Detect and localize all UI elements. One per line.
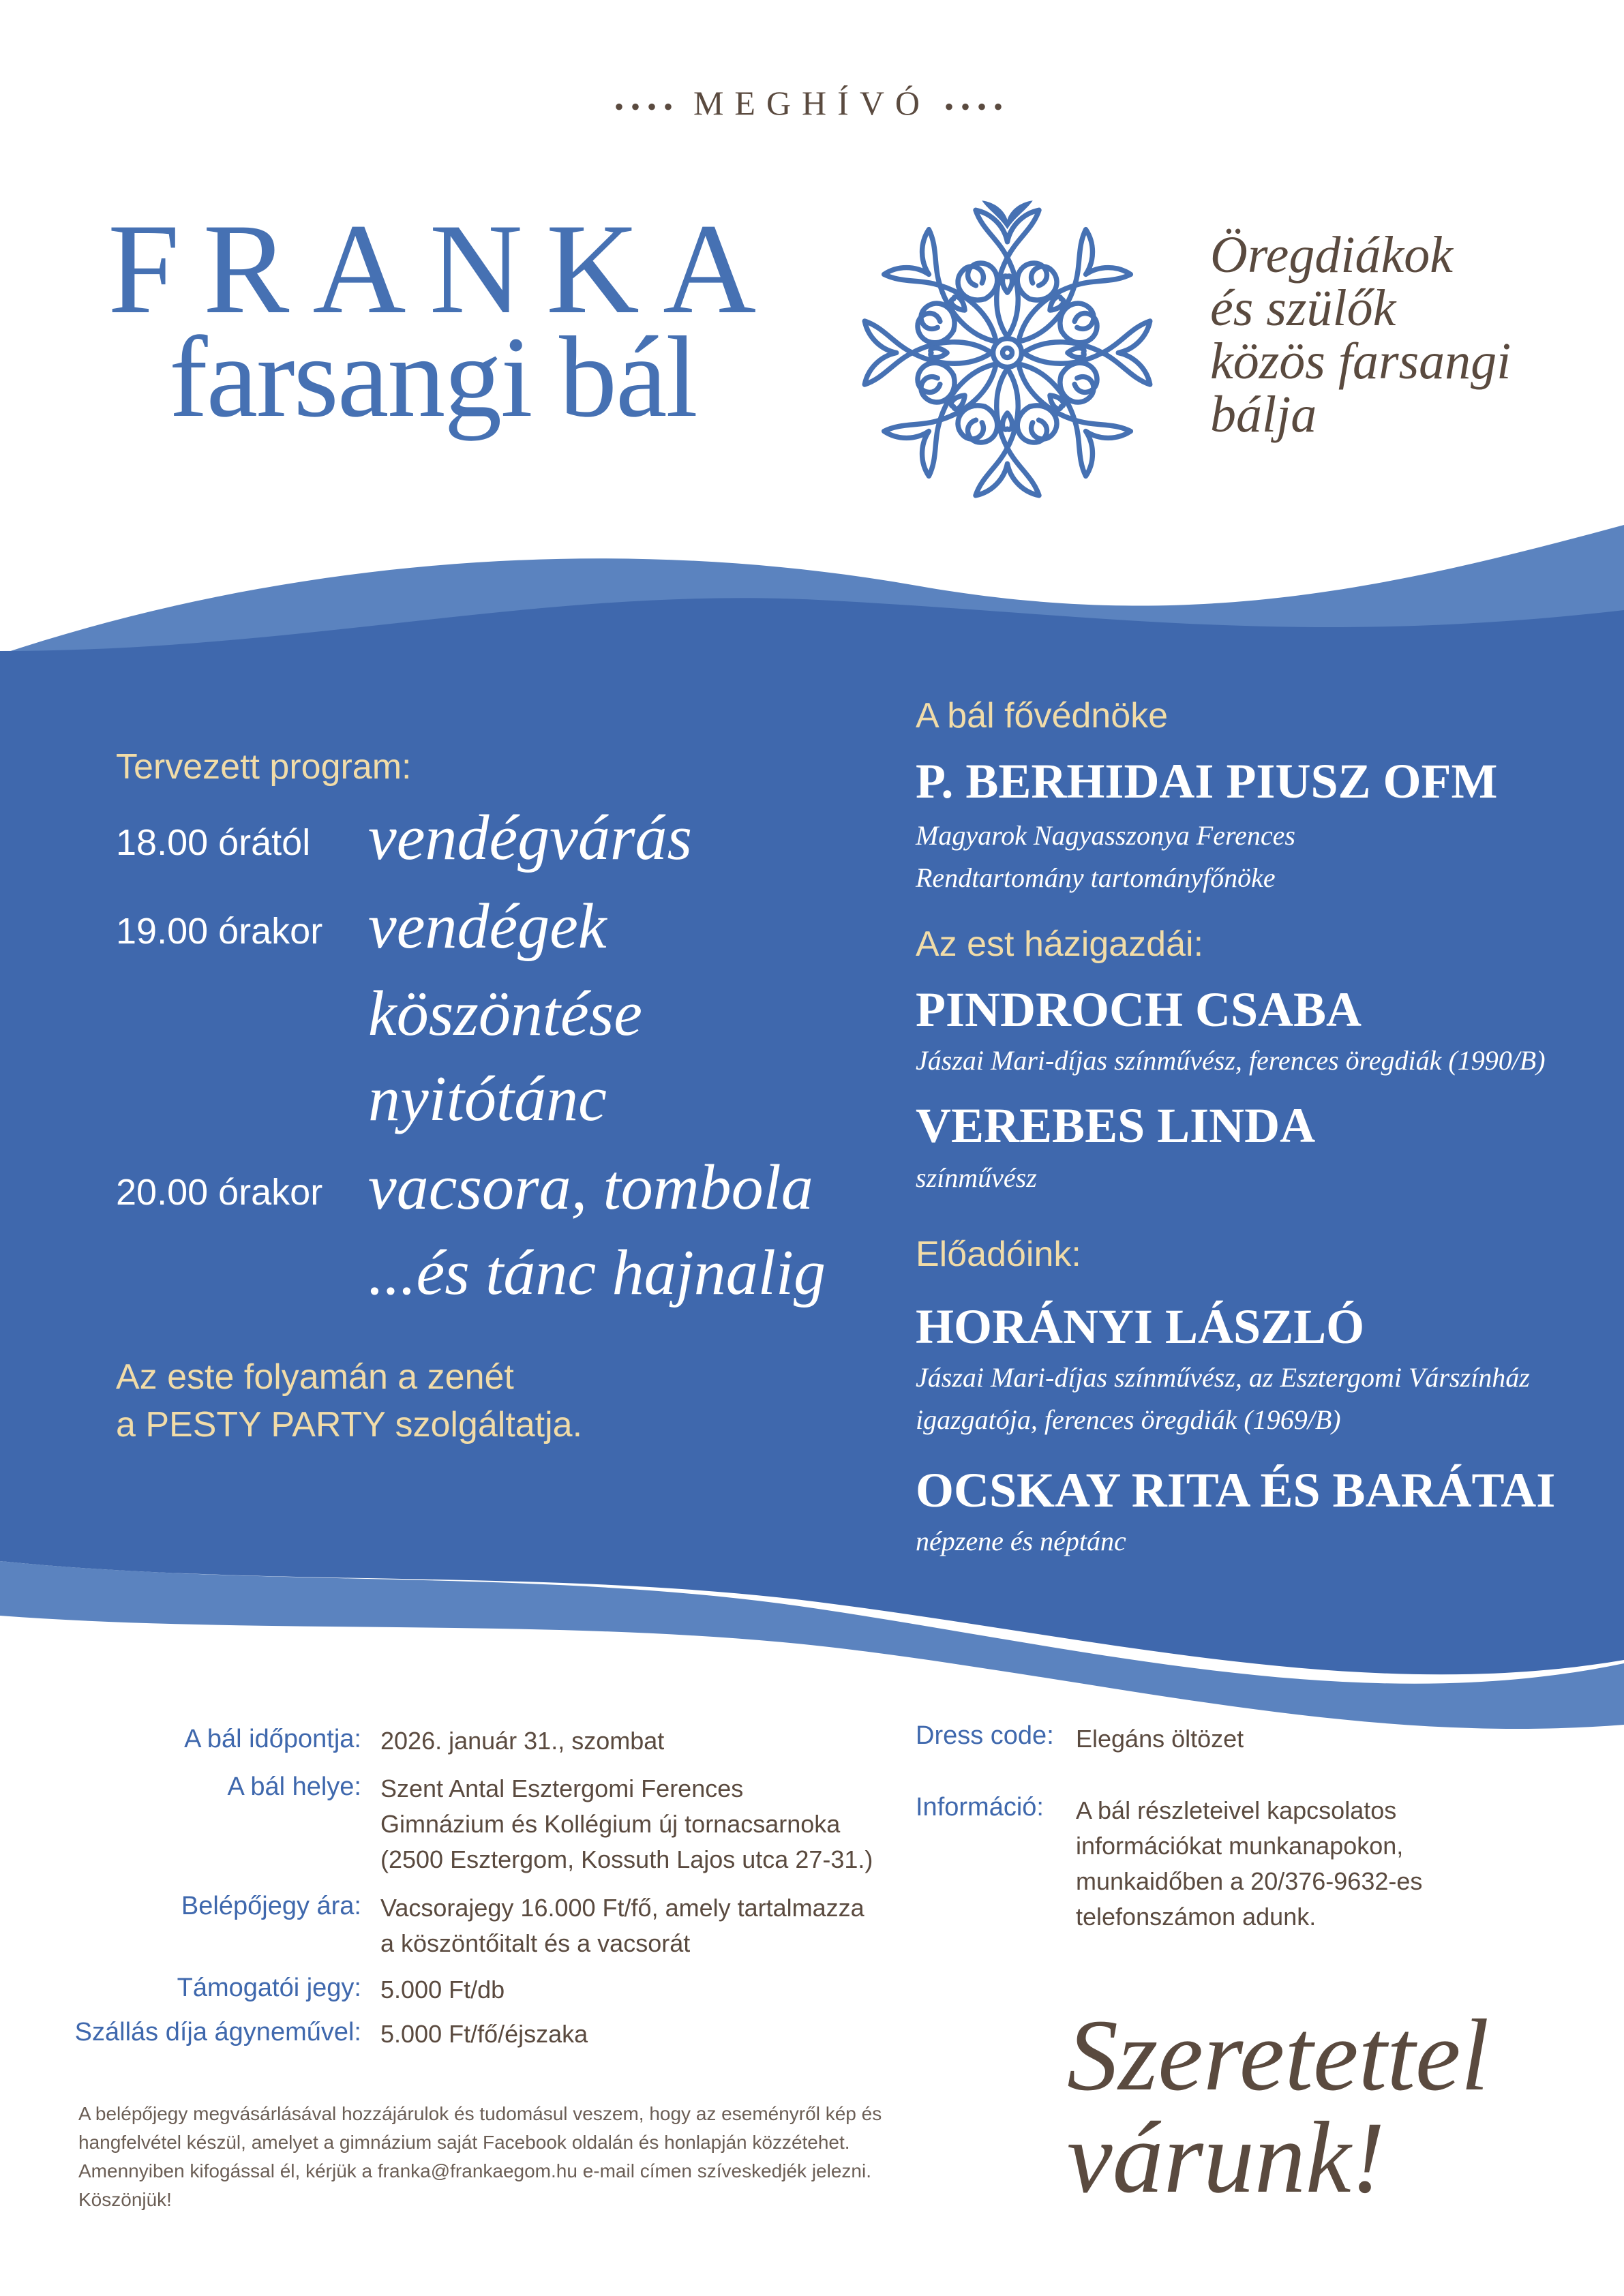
info-label-lodging: Szállás díja ágyneművel: xyxy=(74,2018,361,2046)
welcome-line: Szeretettel xyxy=(1067,1999,1490,2112)
info-value-date: 2026. január 31., szombat xyxy=(380,1727,665,1755)
title-farsangi-bal: farsangi bál xyxy=(169,313,697,441)
welcome-message xyxy=(1067,1999,1490,2214)
dress-code-value: Elegáns öltözet xyxy=(1076,1725,1244,1753)
program-event: köszöntése xyxy=(368,978,643,1049)
info-label-date: A bál időpontja: xyxy=(184,1725,361,1753)
tagline-line: közös farsangi xyxy=(1210,333,1512,390)
hosts-heading: Az est házigazdái: xyxy=(916,924,1204,964)
patron-name: P. BERHIDAI PIUSZ OFM xyxy=(916,754,1498,809)
invitation-kicker xyxy=(0,83,1624,123)
info-value-venue: (2500 Esztergom, Kossuth Lajos utca 27-31.) xyxy=(380,1845,873,1873)
disclaimer-line: Amennyiben kifogással él, kérjük a franka@frankaegom.hu e-mail címen szíveskedjék jelezni. xyxy=(78,2160,871,2181)
contact-value: telefonszámon adunk. xyxy=(1076,1903,1317,1931)
info-label-ticket: Belépőjegy ára: xyxy=(181,1892,361,1920)
disclaimer-line: Köszönjük! xyxy=(78,2189,172,2210)
tagline-line: bálja xyxy=(1210,386,1317,443)
performer-desc: Jászai Mari-díjas színművész, az Esztergomi Várszínház xyxy=(916,1362,1530,1393)
disclaimer-line: A belépőjegy megvásárlásával hozzájárulok és tudomásul veszem, hogy az eseményről kép és xyxy=(78,2103,882,2124)
dress-code-label: Dress code: xyxy=(916,1721,1054,1750)
folk-mandala-icon xyxy=(849,194,1166,511)
contact-label: Információ: xyxy=(916,1793,1044,1822)
info-value-ticket: a köszöntőitalt és a vacsorát xyxy=(380,1929,691,1957)
info-value-venue: Szent Antal Esztergomi Ferences xyxy=(380,1774,744,1802)
contact-value: információkat munkanapokon, xyxy=(1076,1832,1404,1860)
performer-name: OCSKAY RITA ÉS BARÁTAI xyxy=(916,1463,1556,1517)
performer-desc: népzene és néptánc xyxy=(916,1526,1126,1556)
music-line: Az este folyamán a zenét xyxy=(116,1357,514,1397)
program-event: vendégek xyxy=(368,891,607,962)
info-label-support: Támogatói jegy: xyxy=(177,1974,361,2002)
patron-desc: Magyarok Nagyasszonya Ferences xyxy=(916,820,1295,851)
performer-name: HORÁNYI LÁSZLÓ xyxy=(916,1299,1365,1354)
info-value-ticket: Vacsorajegy 16.000 Ft/fő, amely tartalmazza xyxy=(380,1894,864,1922)
music-note xyxy=(116,1353,582,1449)
title-franka: FRANKA xyxy=(108,198,780,341)
kicker-text: MEGHÍVÓ xyxy=(693,84,931,122)
program-heading: Tervezett program: xyxy=(116,747,412,787)
photo-disclaimer xyxy=(78,2100,992,2214)
contact-value: A bál részleteivel kapcsolatos xyxy=(1076,1796,1397,1824)
performer-desc: igazgatója, ferences öregdiák (1969/B) xyxy=(916,1404,1341,1435)
host-name: VEREBES LINDA xyxy=(916,1098,1316,1153)
tagline xyxy=(1210,228,1511,441)
info-value-lodging: 5.000 Ft/fő/éjszaka xyxy=(380,2020,588,2048)
tagline-line: Öregdiákok xyxy=(1210,226,1453,284)
info-value-venue: Gimnázium és Kollégium új tornacsarnoka xyxy=(380,1810,841,1838)
info-value-support: 5.000 Ft/db xyxy=(380,1976,505,2004)
program-event: nyitótánc xyxy=(368,1063,607,1134)
host-name: PINDROCH CSABA xyxy=(916,982,1362,1037)
dots-left: •••• xyxy=(614,91,693,123)
info-label-venue: A bál helye: xyxy=(227,1772,361,1801)
program-time: 18.00 órától xyxy=(116,822,311,863)
patron-desc: Rendtartomány tartományfőnöke xyxy=(916,862,1276,893)
program-event: ...és tánc hajnalig xyxy=(368,1237,826,1308)
program-time: 19.00 órakor xyxy=(116,911,323,952)
host-desc: színművész xyxy=(916,1162,1037,1193)
program-time: 20.00 órakor xyxy=(116,1172,323,1213)
dots-right: •••• xyxy=(931,91,1010,123)
performers-heading: Előadóink: xyxy=(916,1235,1081,1274)
contact-value: munkaidőben a 20/376-9632-es xyxy=(1076,1867,1423,1895)
program-event: vendégvárás xyxy=(368,802,693,873)
program-event: vacsora, tombola xyxy=(368,1152,813,1223)
tagline-line: és szülők xyxy=(1210,280,1396,337)
patron-heading: A bál fővédnöke xyxy=(916,696,1169,736)
welcome-line: várunk! xyxy=(1067,2101,1385,2214)
disclaimer-line: hangfelvétel készül, amelyet a gimnázium saját Facebook oldalán és honlapján közzétehet. xyxy=(78,2132,850,2153)
host-desc: Jászai Mari-díjas színművész, ferences öregdiák (1990/B) xyxy=(916,1045,1546,1076)
music-line: a PESTY PARTY szolgáltatja. xyxy=(116,1405,583,1445)
